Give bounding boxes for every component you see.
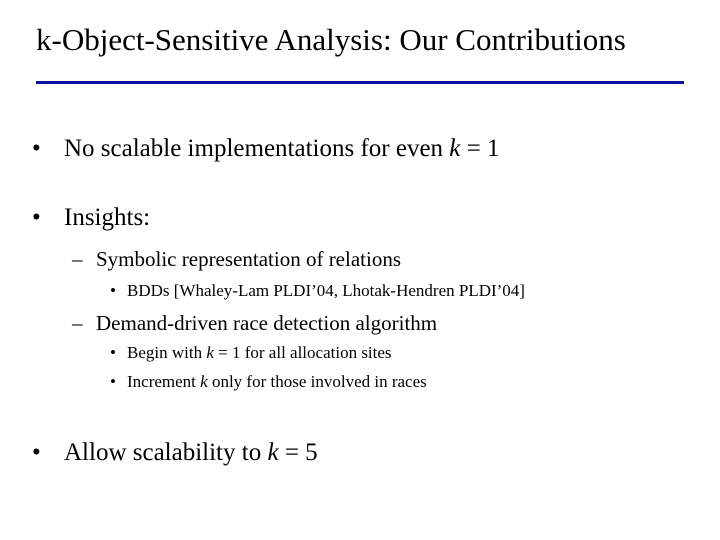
k-variable: k <box>449 135 461 162</box>
bullet-text: only for those involved in races <box>207 372 427 391</box>
bullet-text: = 1 <box>460 135 500 162</box>
sub-sub-bullet-bdds: BDDs [Whaley-Lam PLDI’04, Lhotak-Hendren PLDI’04] <box>127 281 525 300</box>
bullet-text: Increment <box>127 372 201 391</box>
title-underline <box>36 81 684 84</box>
bullet-text: No scalable implementations for even <box>64 135 450 162</box>
bullet-marker: • <box>110 372 116 391</box>
dash-marker: – <box>72 247 83 271</box>
k-variable: k <box>267 439 279 466</box>
sub-sub-bullet-increment <box>127 371 427 393</box>
bullet-text: Begin with <box>127 343 207 362</box>
sub-bullet-demand-driven: Demand-driven race detection algorithm <box>96 311 438 335</box>
bullet-text: = 1 for all allocation sites <box>213 343 392 362</box>
bullet-marker: • <box>32 135 41 162</box>
sub-sub-bullet-begin <box>127 342 392 364</box>
bullet-marker: • <box>110 281 116 300</box>
bullet-marker: • <box>110 343 116 362</box>
bullet-marker: • <box>32 204 41 231</box>
k-variable: k <box>206 343 214 362</box>
sub-bullet-symbolic: Symbolic representation of relations <box>96 247 402 271</box>
bullet-allow-scalability <box>64 438 318 468</box>
bullet-marker: • <box>32 439 41 466</box>
bullet-no-scalable <box>64 134 500 164</box>
bullet-text: = 5 <box>278 439 318 466</box>
bullet-text: Allow scalability to <box>64 439 268 466</box>
dash-marker: – <box>72 311 83 335</box>
k-variable: k <box>200 372 208 391</box>
slide-title: k-Object-Sensitive Analysis: Our Contributions <box>36 22 626 57</box>
bullet-insights: Insights: <box>64 204 151 231</box>
